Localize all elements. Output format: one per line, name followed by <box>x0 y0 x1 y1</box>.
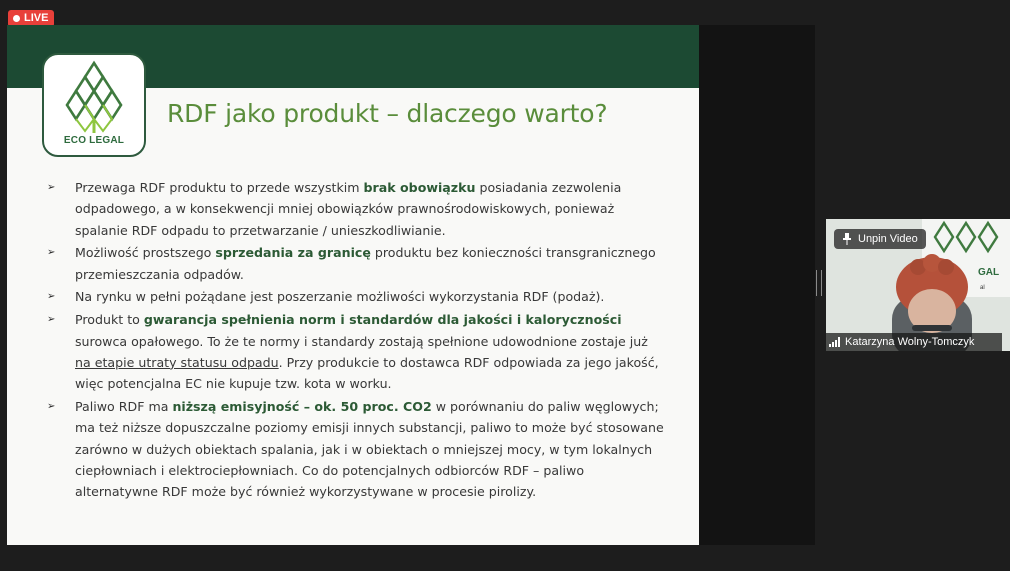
bullet-text: Produkt to <box>75 312 144 328</box>
bullet-text: Na rynku w pełni pożądane jest poszerzanie możliwości wykorzystania RDF (podaż). <box>75 289 605 305</box>
logo-text: ECO LEGAL <box>63 135 125 146</box>
pin-icon <box>842 233 852 245</box>
bullet-arrow-icon: ➢ <box>47 247 56 259</box>
bullet-arrow-icon: ➢ <box>47 291 56 303</box>
live-label: LIVE <box>24 12 49 24</box>
bullet-text: produktu bez konieczności transgranicznego przemieszczania odpadów. <box>75 245 656 282</box>
bullet-item <box>47 396 667 502</box>
bullet-text: w porównaniu do paliw węglowych; ma też niższe dopuszczalne poziomy emisji innych substancji, paliwo to może być stosowane zarówno w dużych obiektach spalania, jak i w obiektach o mniejszej mocy, w tym lokalnych ciepłowniach i elektrociepłowniach. Co do potencjalnych odbiorców RDF – paliwo alternatywne RDF może być również wykorzystywane w procesie pirolizy. <box>75 398 664 500</box>
bullet-text: posiadania zezwolenia odpadowego, a w konsekwencji mniej obowiązków prawnośrodowiskowych, ponieważ spalanie RDF odpadu to przetwarzanie / unieszkodliwianie. <box>75 180 622 238</box>
side-panel <box>699 25 815 545</box>
svg-text:GAL: GAL <box>978 267 1000 278</box>
bullet-text: . Przy produkcie to dostawca RDF odpowiada za jego jakość, więc potencjalna EC nie kupuje tzw. kota w worku. <box>75 354 659 392</box>
bullet-underline: na etapie utraty statusu odpadu <box>75 354 279 370</box>
bullet-arrow-icon: ➢ <box>47 314 56 326</box>
bullet-item <box>47 177 667 241</box>
bullet-text: Możliwość prostszego <box>75 245 216 261</box>
bullet-arrow-icon: ➢ <box>47 182 56 193</box>
participant-video-tile[interactable] <box>826 219 1010 351</box>
svg-text:al: al <box>980 285 985 291</box>
bullet-text: Paliwo RDF ma <box>75 398 173 414</box>
bullet-emphasis: niższą emisyjność – ok. 50 proc. CO2 <box>172 398 432 414</box>
bullet-arrow-icon: ➢ <box>47 400 56 412</box>
panel-resize-handle[interactable] <box>816 270 822 296</box>
unpin-video-button[interactable] <box>834 229 926 249</box>
shared-slide <box>7 25 699 545</box>
bullet-emphasis: brak obowiązku <box>363 180 476 195</box>
bullet-emphasis: sprzedania za granicę <box>215 245 371 261</box>
bullet-text: surowca opałowego. To że te normy i standardy zostają spełnione udowodnione zostaje już <box>75 333 648 349</box>
bullet-emphasis: gwarancja spełnienia norm i standardów dla jakości i kaloryczności <box>143 312 622 328</box>
bullet-item <box>47 309 667 394</box>
slide-title: RDF jako produkt – dlaczego warto? <box>167 99 608 128</box>
bullet-text: Przewaga RDF produktu to przede wszystkim <box>75 180 364 195</box>
eco-legal-logo <box>42 53 146 157</box>
unpin-video-label: Unpin Video <box>858 233 918 245</box>
live-dot-icon <box>13 15 20 22</box>
participant-name-bar <box>826 333 1002 351</box>
bullet-item <box>47 242 667 285</box>
connection-signal-icon <box>829 337 840 347</box>
participant-name: Katarzyna Wolny-Tomczyk <box>845 336 975 348</box>
bullet-list <box>47 177 667 504</box>
bullet-item <box>47 286 667 307</box>
